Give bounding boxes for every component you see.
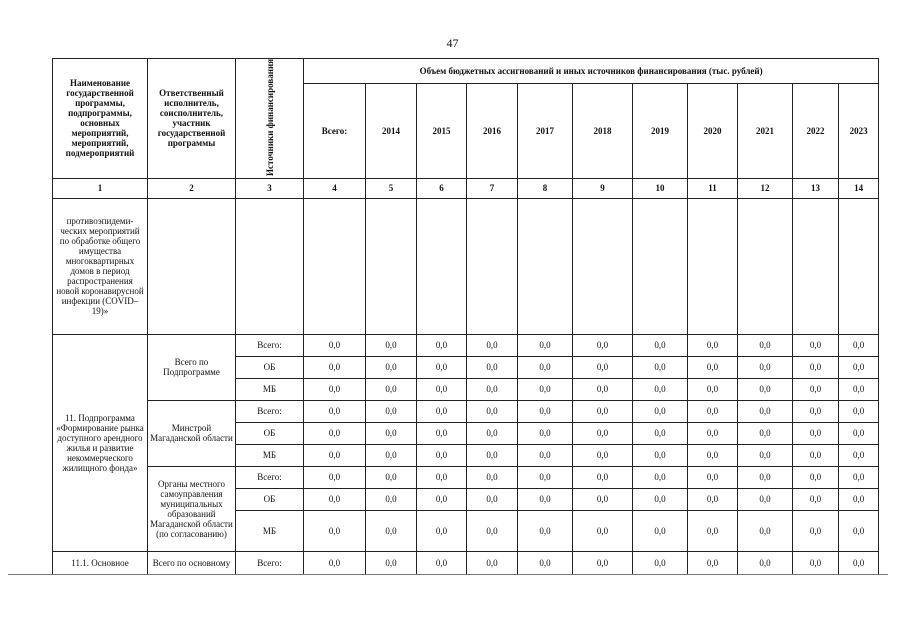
source-cell: ОБ bbox=[236, 356, 304, 378]
value-cell: 0,0 bbox=[366, 510, 417, 551]
value-cell: 0,0 bbox=[793, 466, 839, 488]
value-cell: 0,0 bbox=[304, 488, 366, 510]
value-cell: 0,0 bbox=[688, 551, 738, 574]
header-year: 2018 bbox=[573, 83, 633, 178]
value-cell: 0,0 bbox=[366, 444, 417, 466]
source-cell: Всего: bbox=[236, 466, 304, 488]
value-cell: 0,0 bbox=[839, 466, 879, 488]
value-cell: 0,0 bbox=[467, 444, 518, 466]
value-cell: 0,0 bbox=[366, 551, 417, 574]
value-cell: 0,0 bbox=[417, 510, 467, 551]
value-cell: 0,0 bbox=[633, 422, 688, 444]
value-cell: 0,0 bbox=[366, 466, 417, 488]
value-cell: 0,0 bbox=[633, 356, 688, 378]
value-cell: 0,0 bbox=[573, 422, 633, 444]
column-number: 1 bbox=[53, 178, 148, 198]
value-cell: 0,0 bbox=[467, 551, 518, 574]
header-year: 2020 bbox=[688, 83, 738, 178]
value-cell: 0,0 bbox=[518, 488, 573, 510]
value-cell: 0,0 bbox=[793, 444, 839, 466]
value-cell: 0,0 bbox=[633, 551, 688, 574]
value-cell: 0,0 bbox=[304, 551, 366, 574]
executor-cell: Органы местного самоуправления муниципальных образований Магаданской области (по согласованию) bbox=[148, 466, 236, 551]
value-cell: 0,0 bbox=[573, 378, 633, 400]
page-number: 47 bbox=[446, 36, 459, 50]
value-cell: 0,0 bbox=[518, 422, 573, 444]
value-cell: 0,0 bbox=[417, 422, 467, 444]
value-cell: 0,0 bbox=[467, 378, 518, 400]
column-number: 3 bbox=[236, 178, 304, 198]
column-number: 9 bbox=[573, 178, 633, 198]
source-cell: МБ bbox=[236, 444, 304, 466]
header-source-label: Источники финансирования bbox=[264, 59, 275, 176]
table-row bbox=[53, 551, 879, 574]
value-cell: 0,0 bbox=[688, 334, 738, 356]
value-cell: 0,0 bbox=[688, 378, 738, 400]
header-year: 2016 bbox=[467, 83, 518, 178]
value-cell: 0,0 bbox=[518, 378, 573, 400]
value-cell: 0,0 bbox=[304, 466, 366, 488]
value-cell: 0,0 bbox=[467, 400, 518, 422]
value-cell: 0,0 bbox=[839, 444, 879, 466]
value-cell: 0,0 bbox=[467, 488, 518, 510]
value-cell: 0,0 bbox=[839, 510, 879, 551]
executor-cell: Всего по Подпрограмме bbox=[148, 334, 236, 400]
value-cell: 0,0 bbox=[417, 444, 467, 466]
value-cell: 0,0 bbox=[738, 378, 793, 400]
header-year: 2023 bbox=[839, 83, 879, 178]
value-cell: 0,0 bbox=[688, 444, 738, 466]
column-number-row bbox=[53, 178, 879, 198]
value-cell: 0,0 bbox=[839, 356, 879, 378]
column-number: 7 bbox=[467, 178, 518, 198]
table-row bbox=[53, 334, 879, 356]
value-cell: 0,0 bbox=[304, 334, 366, 356]
value-cell: 0,0 bbox=[366, 422, 417, 444]
value-cell: 0,0 bbox=[417, 466, 467, 488]
value-cell: 0,0 bbox=[793, 422, 839, 444]
value-cell: 0,0 bbox=[688, 400, 738, 422]
column-number: 8 bbox=[518, 178, 573, 198]
header-year: 2022 bbox=[793, 83, 839, 178]
header-year: 2017 bbox=[518, 83, 573, 178]
value-cell: 0,0 bbox=[688, 422, 738, 444]
source-cell: Всего: bbox=[236, 400, 304, 422]
value-cell: 0,0 bbox=[467, 356, 518, 378]
header-year: 2021 bbox=[738, 83, 793, 178]
value-cell: 0,0 bbox=[793, 510, 839, 551]
column-number: 10 bbox=[633, 178, 688, 198]
source-cell: МБ bbox=[236, 510, 304, 551]
value-cell: 0,0 bbox=[839, 400, 879, 422]
value-cell: 0,0 bbox=[467, 466, 518, 488]
value-cell: 0,0 bbox=[839, 488, 879, 510]
value-cell: 0,0 bbox=[417, 378, 467, 400]
value-cell: 0,0 bbox=[304, 444, 366, 466]
value-cell: 0,0 bbox=[633, 444, 688, 466]
value-cell: 0,0 bbox=[633, 400, 688, 422]
value-cell: 0,0 bbox=[366, 400, 417, 422]
value-cell: 0,0 bbox=[518, 356, 573, 378]
column-number: 13 bbox=[793, 178, 839, 198]
value-cell: 0,0 bbox=[738, 334, 793, 356]
source-cell: Всего: bbox=[236, 551, 304, 574]
value-cell: 0,0 bbox=[573, 400, 633, 422]
value-cell: 0,0 bbox=[366, 334, 417, 356]
value-cell: 0,0 bbox=[573, 488, 633, 510]
value-cell: 0,0 bbox=[633, 378, 688, 400]
value-cell: 0,0 bbox=[688, 356, 738, 378]
value-cell: 0,0 bbox=[304, 378, 366, 400]
value-cell: 0,0 bbox=[366, 488, 417, 510]
scan-artifact-line bbox=[8, 574, 888, 575]
value-cell: 0,0 bbox=[633, 334, 688, 356]
value-cell: 0,0 bbox=[573, 444, 633, 466]
value-cell: 0,0 bbox=[688, 510, 738, 551]
table-row bbox=[53, 466, 879, 488]
executor-cell: Всего по основному bbox=[148, 551, 236, 574]
column-number: 6 bbox=[417, 178, 467, 198]
header-source bbox=[236, 59, 304, 179]
value-cell: 0,0 bbox=[839, 378, 879, 400]
header-volume: Объем бюджетных ассигнований и иных источников финансирования (тыс. рублей) bbox=[304, 59, 879, 84]
value-cell: 0,0 bbox=[738, 488, 793, 510]
source-cell: Всего: bbox=[236, 334, 304, 356]
value-cell: 0,0 bbox=[573, 466, 633, 488]
column-number: 4 bbox=[304, 178, 366, 198]
header-year: 2014 bbox=[366, 83, 417, 178]
column-number: 5 bbox=[366, 178, 417, 198]
value-cell: 0,0 bbox=[738, 444, 793, 466]
header-executor: Ответственный исполнитель, соисполнитель, участник государственной программы bbox=[148, 59, 236, 179]
value-cell: 0,0 bbox=[738, 356, 793, 378]
value-cell: 0,0 bbox=[518, 510, 573, 551]
value-cell: 0,0 bbox=[518, 444, 573, 466]
value-cell: 0,0 bbox=[688, 466, 738, 488]
value-cell: 0,0 bbox=[417, 551, 467, 574]
header-year: 2015 bbox=[417, 83, 467, 178]
value-cell: 0,0 bbox=[518, 551, 573, 574]
value-cell: 0,0 bbox=[573, 510, 633, 551]
value-cell: 0,0 bbox=[839, 334, 879, 356]
value-cell: 0,0 bbox=[417, 356, 467, 378]
value-cell: 0,0 bbox=[417, 334, 467, 356]
value-cell: 0,0 bbox=[573, 334, 633, 356]
column-number: 11 bbox=[688, 178, 738, 198]
value-cell: 0,0 bbox=[793, 334, 839, 356]
value-cell: 0,0 bbox=[793, 488, 839, 510]
value-cell: 0,0 bbox=[417, 488, 467, 510]
source-cell: ОБ bbox=[236, 488, 304, 510]
value-cell: 0,0 bbox=[467, 422, 518, 444]
value-cell: 0,0 bbox=[304, 422, 366, 444]
value-cell: 0,0 bbox=[417, 400, 467, 422]
value-cell: 0,0 bbox=[633, 488, 688, 510]
value-cell: 0,0 bbox=[633, 466, 688, 488]
source-cell: ОБ bbox=[236, 422, 304, 444]
value-cell: 0,0 bbox=[518, 334, 573, 356]
value-cell: 0,0 bbox=[304, 510, 366, 551]
value-cell: 0,0 bbox=[467, 510, 518, 551]
budget-table bbox=[52, 58, 879, 575]
value-cell: 0,0 bbox=[573, 356, 633, 378]
value-cell: 0,0 bbox=[518, 400, 573, 422]
event-name: 11.1. Основное bbox=[53, 551, 148, 574]
value-cell: 0,0 bbox=[738, 510, 793, 551]
value-cell: 0,0 bbox=[738, 466, 793, 488]
value-cell: 0,0 bbox=[366, 356, 417, 378]
value-cell: 0,0 bbox=[738, 422, 793, 444]
value-cell: 0,0 bbox=[633, 510, 688, 551]
value-cell: 0,0 bbox=[839, 551, 879, 574]
value-cell: 0,0 bbox=[573, 551, 633, 574]
value-cell: 0,0 bbox=[518, 466, 573, 488]
header-name: Наименование государственной программы, подпрограммы, основных мероприятий, мероприятий, подмероприятий bbox=[53, 59, 148, 179]
value-cell: 0,0 bbox=[688, 488, 738, 510]
value-cell: 0,0 bbox=[839, 422, 879, 444]
column-number: 2 bbox=[148, 178, 236, 198]
value-cell: 0,0 bbox=[738, 400, 793, 422]
continuation-text: противоэпидеми-ческих мероприятий по обработке общего имущества многоквартирных домов в период распространения новой коронавирусной инфекции (COVID–19)» bbox=[53, 198, 148, 334]
column-number: 14 bbox=[839, 178, 879, 198]
continuation-row bbox=[53, 198, 879, 334]
header-year: 2019 bbox=[633, 83, 688, 178]
value-cell: 0,0 bbox=[467, 334, 518, 356]
value-cell: 0,0 bbox=[793, 400, 839, 422]
header-total: Всего: bbox=[304, 83, 366, 178]
value-cell: 0,0 bbox=[304, 400, 366, 422]
subprogram-name: 11. Подпрограмма «Формирование рынка доступного арендного жилья и развитие некоммерческого жилищного фонда» bbox=[53, 334, 148, 551]
executor-cell: Минстрой Магаданской области bbox=[148, 400, 236, 466]
value-cell: 0,0 bbox=[366, 378, 417, 400]
value-cell: 0,0 bbox=[304, 356, 366, 378]
value-cell: 0,0 bbox=[793, 378, 839, 400]
column-number: 12 bbox=[738, 178, 793, 198]
value-cell: 0,0 bbox=[793, 356, 839, 378]
source-cell: МБ bbox=[236, 378, 304, 400]
value-cell: 0,0 bbox=[738, 551, 793, 574]
table-row bbox=[53, 400, 879, 422]
value-cell: 0,0 bbox=[793, 551, 839, 574]
